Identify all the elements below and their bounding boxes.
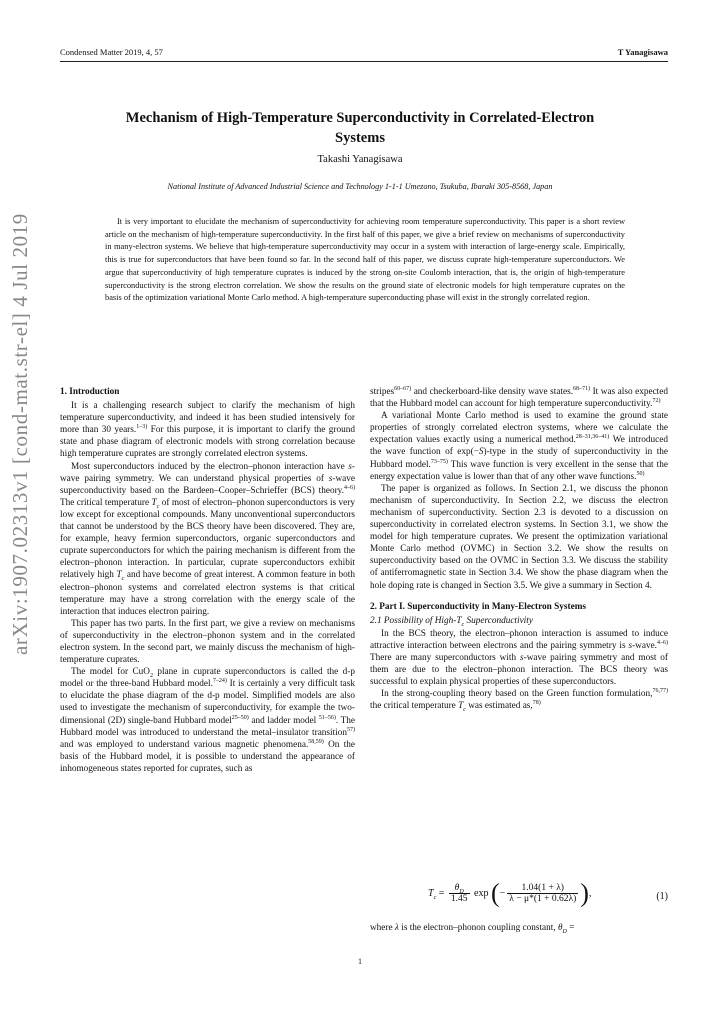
eq-frac2-num: 1.04(1 + λ) xyxy=(507,883,578,894)
eq-frac1-num-sub: D xyxy=(459,888,464,895)
paragraph: where λ is the electron–phonon coupling constant, $\theta_D$ = xyxy=(370,923,575,935)
right-column xyxy=(370,386,668,712)
section-heading: 1. Introduction xyxy=(60,387,120,397)
eq-fraction-1 xyxy=(449,883,470,904)
paragraph: In the BCS theory, the electron–phonon interaction is assumed to induce attractive interaction between electrons and the pairing symmetry is s-wave.$^{4-6)}$ There are many superconductors with s-wave pairing symmetry and most of them are due to the electron–phonon interaction. The BCS theory was successful to explain physical properties of these superconductors. xyxy=(370,628,668,688)
running-header xyxy=(60,47,668,62)
eq-frac1-num: θ xyxy=(454,883,460,893)
abstract: It is very important to elucidate the mechanism of superconductivity for achieving room temperature superconductivity. This paper is a short review article on the mechanism of high-temperature superconductivity. In the first half of this paper, we give a brief review on mechanisms of superconductivity in many-electron systems. We believe that high-temperature superconductivity may occur in a system with interaction of large-energy scale. Empirically, this is true for superconductors that have been found so far. In the second half of this paper, we discuss cuprate high-temperature superconductors. We argue that superconductivity of high temperature cuprates is induced by the strong on-site Coulomb interaction, that is, the origin of high-temperature superconductivity is the strong electron correlation. We show the results on the ground state of electronic models for high temperature cuprates on the basis of the optimization variational Monte Carlo method. A high-temperature superconducting phase will exist in the strongly correlated region. xyxy=(105,217,625,303)
arxiv-stamp: arXiv:1907.02313v1 [cond-mat.str-el] 4 Jul 2019 xyxy=(8,213,32,655)
paragraph: stripes$^{60-67)}$ and checkerboard-like density wave states.$^{68-71)}$ It was also expected that the Hubbard model can account for high temperature superconductivity.$^{72)}$ xyxy=(370,385,668,410)
eq-frac2-den: λ − μ*(1 + 0.62λ) xyxy=(509,894,577,904)
subsection-heading: 2.1 Possibility of High-$T_c$ Superconductivity xyxy=(370,615,533,628)
paragraph: The paper is organized as follows. In Section 2.1, we discuss the phonon mechanism of superconductivity. In Section 2.2, we discuss the electron mechanism of superconductivity. Section 2.3 is devoted to a discussion on superconductivity in correlated electron systems. In Section 3.1, we show the model for high temperature cuprates. We present the optimization variational Monte Carlo method (OVMC) in Section 3.2. We show the results on superconductivity based on the OVMC in Section 3.3. We discuss the stability of antiferromagnetic state in Section 3.4. We show the phase diagram when the hole doping rate is changed in Section 3.5. We give a summary in Section 4. xyxy=(370,483,668,591)
header-author: T Yanagisawa xyxy=(617,47,668,57)
paragraph: A variational Monte Carlo method is used to examine the ground state properties of strongly correlated electron systems, where we calculate the expectation values exactly using a numerical method.$^{28-31,36-41)}$ We introduced the wave function of exp(−S)-type in the study of superconductivity in the Hubbard model.$^{73-75)}$ This wave function is very excellent in the sense that the energy expectation value is lower than that of any other wave functions.$^{50)}$ xyxy=(370,411,668,482)
paragraph: Most superconductors induced by the electron–phonon interaction have s-wave pairing symmetry. We can understand physical properties of s-wave superconductivity based on the Bardeen–Cooper–Schrieffer (BCS) theory.$^{4-6)}$ The critical temperature $T_c$ of most of electron–phonon superconductors is very low except for exceptional compounds. Many unconventional superconductors that cannot be understood by the BCS theory have been discovered. They are, for example, heavy fermion superconductors, organic superconductors and cuprate superconductors for which the pairing mechanism is different from the electron–phonon interaction. In particular, cuprate superconductors exhibit relatively high $T_c$ and have become of great interest. A common feature in both electron–phonon systems and correlated electron systems is that critical temperature may have a strong correlation with the energy scale of the interaction that induces electron pairing. xyxy=(60,461,356,617)
paper-title: Mechanism of High-Temperature Superconductivity in Correlated-Electron Systems xyxy=(125,110,595,146)
eq-lhs: T xyxy=(428,887,434,899)
left-column xyxy=(60,386,355,775)
paragraph: The model for CuO$_2$ plane in cuprate superconductors is called the d-p model or the three-band Hubbard model.$^{7-24)}$ It is certainly a very difficult task to elucidate the phase diagram of the d-p model. Simplified models are also used to investigate the mechanism of superconductivity, for example the two-dimensional (2D) single-band Hubbard model$^{25-50)}$ and ladder model $^{51-56)}$. The Hubbard model was introduced to understand the metal–insulator transition$^{57)}$ and was employed to understand various magnetic phenomena.$^{58,59)}$ On the basis of the Hubbard model, it is possible to understand the appearance of inhomogeneous states reported for cuprates, such as xyxy=(60,667,356,774)
paper-author: Takashi Yanagisawa xyxy=(317,154,403,165)
equation-number: (1) xyxy=(656,891,668,902)
equation-1: $T_c$ = $\frac{\theta_D}{1.45}$ exp (− $\frac{1.04(1 + \lambda)}{\lambda - \mu*(1 + 0.62\lambda)}$ ), (1) xyxy=(428,878,668,908)
paragraph: In the strong-coupling theory based on the Green function formulation,$^{76,77)}$ the critical temperature $T_c$ was estimated as,$^{78)}$ xyxy=(370,688,668,714)
page-number: 1 xyxy=(358,957,362,966)
journal-citation: Condensed Matter 2019, 4, 57 xyxy=(60,47,163,57)
eq-fraction-2 xyxy=(507,883,578,904)
eq-lhs-sub: c xyxy=(433,894,437,901)
eq-exp: exp xyxy=(474,887,489,899)
eq-frac1-den: 1.45 xyxy=(450,894,468,904)
section-heading: 2. Part I. Superconductivity in Many-Electron Systems xyxy=(370,601,587,612)
paragraph: It is a challenging research subject to clarify the mechanism of high temperature superconductivity, and indeed it has been studied intensively for more than 30 years.$^{1-3)}$ For this purpose, it is important to clarify the ground state and phase diagram of electronic models with strong correlation because high temperature cuprates are strongly correlated electron systems. xyxy=(60,401,355,460)
paragraph: This paper has two parts. In the first part, we give a review on mechanisms of superconductivity in the electron–phonon system and in the correlated electron system. In the second part, we mainly discuss the mechanism of high-temperature cuprates. xyxy=(60,618,355,666)
paper-affiliation: National Institute of Advanced Industrial Science and Technology 1-1-1 Umezono, Tsukuba, Ibaraki 305-8568, Japan xyxy=(167,182,553,191)
